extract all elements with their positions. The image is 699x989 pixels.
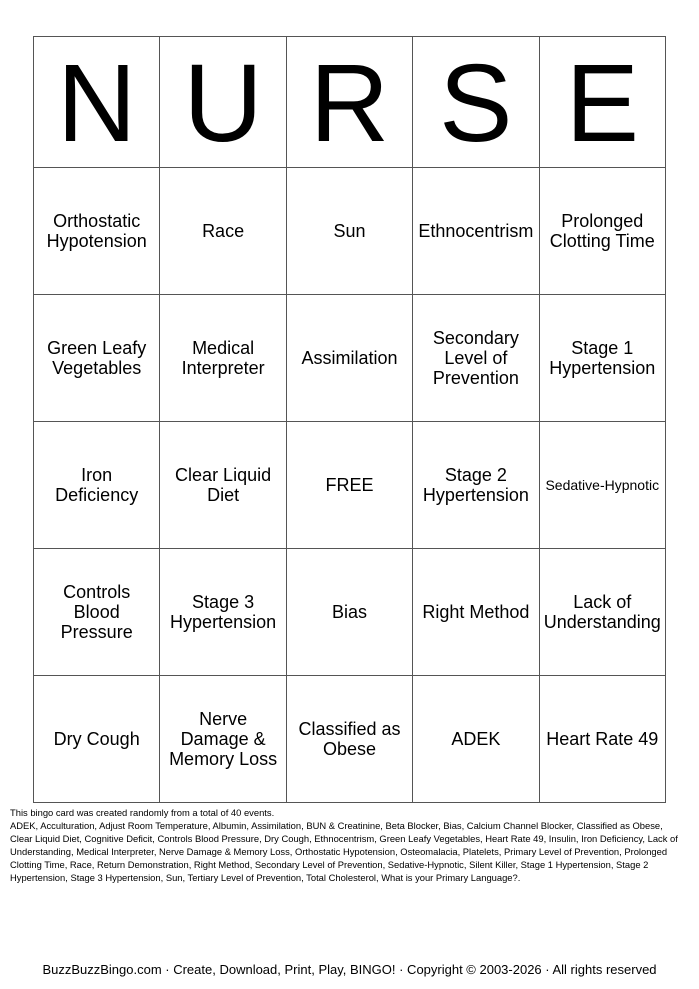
card-row [34, 295, 666, 422]
header-letter: R [286, 37, 412, 168]
bingo-cell: Sun [286, 168, 412, 295]
bingo-cell: Clear Liquid Diet [160, 422, 286, 549]
bingo-cell: Race [160, 168, 286, 295]
card-row [34, 549, 666, 676]
bingo-cell: Secondary Level of Prevention [413, 295, 539, 422]
bingo-cell: Prolonged Clotting Time [539, 168, 665, 295]
header-letter: E [539, 37, 665, 168]
bingo-cell: Right Method [413, 549, 539, 676]
header-letter: S [413, 37, 539, 168]
card-description [10, 806, 685, 884]
bingo-cell: ADEK [413, 676, 539, 803]
bingo-cell: Nerve Damage & Memory Loss [160, 676, 286, 803]
bingo-cell: Assimilation [286, 295, 412, 422]
bingo-cell: Stage 1 Hypertension [539, 295, 665, 422]
bingo-cell: Stage 3 Hypertension [160, 549, 286, 676]
footer: BuzzBuzzBingo.com · Create, Download, Print, Play, BINGO! · Copyright © 2003-2026 · All rights reserved [42, 962, 657, 977]
card-row [34, 676, 666, 803]
bingo-cell: Stage 2 Hypertension [413, 422, 539, 549]
bingo-card [33, 36, 666, 803]
bingo-cell: Classified as Obese [286, 676, 412, 803]
bingo-cell: Dry Cough [34, 676, 160, 803]
header-row [34, 37, 666, 168]
free-cell: FREE [286, 422, 412, 549]
bingo-cell: Heart Rate 49 [539, 676, 665, 803]
bingo-cell: Iron Deficiency [34, 422, 160, 549]
card-row [34, 422, 666, 549]
card-row [34, 168, 666, 295]
header-letter: N [34, 37, 160, 168]
bingo-cell: Lack of Understanding [539, 549, 665, 676]
header-letter: U [160, 37, 286, 168]
bingo-cell: Bias [286, 549, 412, 676]
event-list: ADEK, Acculturation, Adjust Room Temperature, Albumin, Assimilation, BUN & Creatinine, Beta Blocker, Bias, Calcium Channel Blocker, Classified as Obese, Clear Liquid Diet, Cognitive Deficit, Controls Blood Pressure, Dry Cough, Ethnocentrism, Green Leafy Vegetables, Heart Rate 49, Insulin, Iron Deficiency, Lack of Understanding, Medical Interpreter, Nerve Damage & Memory Loss, Orthostatic Hypotension, Osteomalacia, Platelets, Primary Level of Prevention, Prolonged Clotting Time, Race, Return Demonstration, Right Method, Secondary Level of Prevention, Sedative-Hypnotic, Silent Killer, Stage 1 Hypertension, Stage 2 Hypertension, Stage 3 Hypertension, Sun, Tertiary Level of Prevention, Total Cholesterol, What is your Primary Language?. [10, 820, 678, 883]
bingo-cell: Sedative-Hypnotic [539, 422, 665, 549]
note-intro: This bingo card was created randomly from a total of 40 events. [10, 807, 275, 818]
bingo-cell: Medical Interpreter [160, 295, 286, 422]
bingo-cell: Orthostatic Hypotension [34, 168, 160, 295]
bingo-cell: Ethnocentrism [413, 168, 539, 295]
bingo-cell: Controls Blood Pressure [34, 549, 160, 676]
bingo-cell: Green Leafy Vegetables [34, 295, 160, 422]
